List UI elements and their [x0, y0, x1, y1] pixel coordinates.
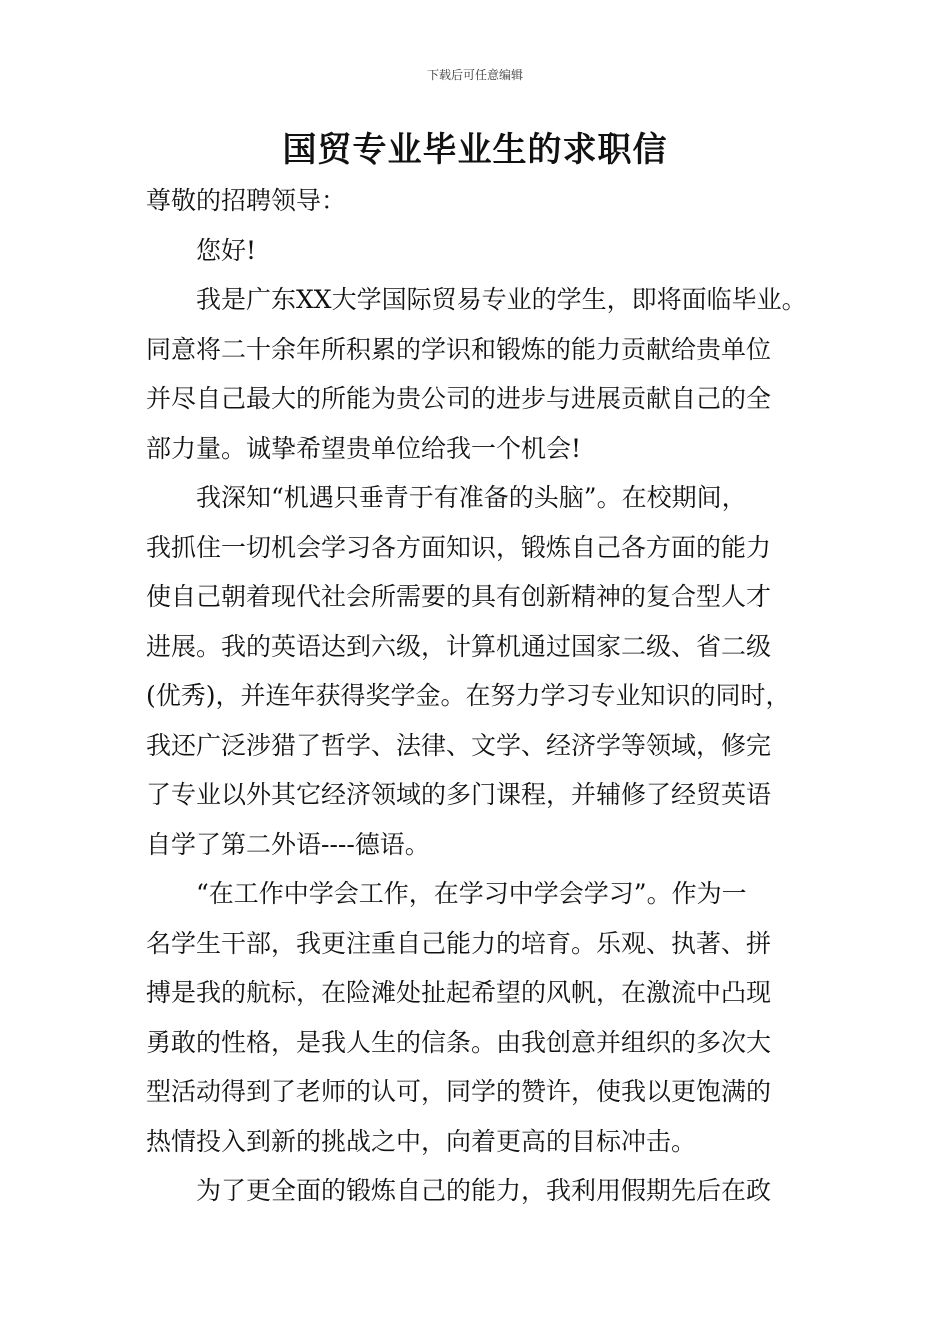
paragraph-line: 自学了第二外语----德语。 [146, 829, 430, 859]
paragraph-line: 并尽自己最大的所能为贵公司的进步与进展贡献自己的全 [146, 384, 772, 413]
paragraph-line: 勇敢的性格，是我人生的信条。由我创意并组织的多次大 [146, 1027, 772, 1057]
paragraph [146, 1166, 826, 1216]
paragraph-line: “在工作中学会工作，在学习中学会学习”。作为一 [196, 879, 747, 908]
paragraph-line: 热情投入到新的挑战之中，向着更高的目标冲击。 [146, 1126, 697, 1156]
paragraph-line: 为了更全面的锻炼自己的能力，我利用假期先后在政 [196, 1176, 772, 1205]
letter-body [146, 176, 826, 1216]
paragraph-line: 使自己朝着现代社会所需要的具有创新精神的复合型人才 [146, 582, 772, 611]
paragraph-line: (优秀)，并连年获得奖学金。在努力学习专业知识的同时， [146, 681, 791, 710]
paragraph [146, 275, 826, 473]
paragraph-line: 我是广东XX大学国际贸易专业的学生，即将面临毕业。 [196, 285, 807, 314]
salutation: 尊敬的招聘领导： [146, 186, 347, 215]
document-title: 国贸专业毕业生的求职信 [282, 130, 668, 170]
paragraph-line: 部力量。诚挚希望贵单位给我一个机会! [146, 433, 582, 463]
paragraph-line: 同意将二十余年所积累的学识和锻炼的能力贡献给贵单位 [146, 334, 772, 364]
paragraph-line: 型活动得到了老师的认可，同学的赞许，使我以更饱满的 [146, 1077, 772, 1106]
paragraph-line: 我抓住一切机会学习各方面知识，锻炼自己各方面的能力 [146, 532, 772, 562]
paragraph-line: 进展。我的英语达到六级，计算机通过国家二级、省二级 [146, 631, 772, 661]
paragraph-line: 名学生干部，我更注重自己能力的培育。乐观、执著、拼 [146, 928, 772, 958]
paragraph-line: 搏是我的航标，在险滩处扯起希望的风帆，在激流中凸现 [146, 978, 772, 1007]
greeting: 您好! [196, 235, 257, 265]
paragraph [146, 869, 826, 1166]
letter-paragraphs [146, 275, 826, 1216]
paragraph-line: 我深知“机遇只垂青于有准备的头脑”。在校期间， [196, 483, 747, 512]
header-note: 下载后可任意编辑 [426, 68, 523, 82]
paragraph-line: 我还广泛涉猎了哲学、法律、文学、经济学等领域，修完 [146, 730, 772, 760]
paragraph [146, 473, 826, 869]
paragraph-line: 了专业以外其它经济领域的多门课程，并辅修了经贸英语 [146, 780, 772, 809]
